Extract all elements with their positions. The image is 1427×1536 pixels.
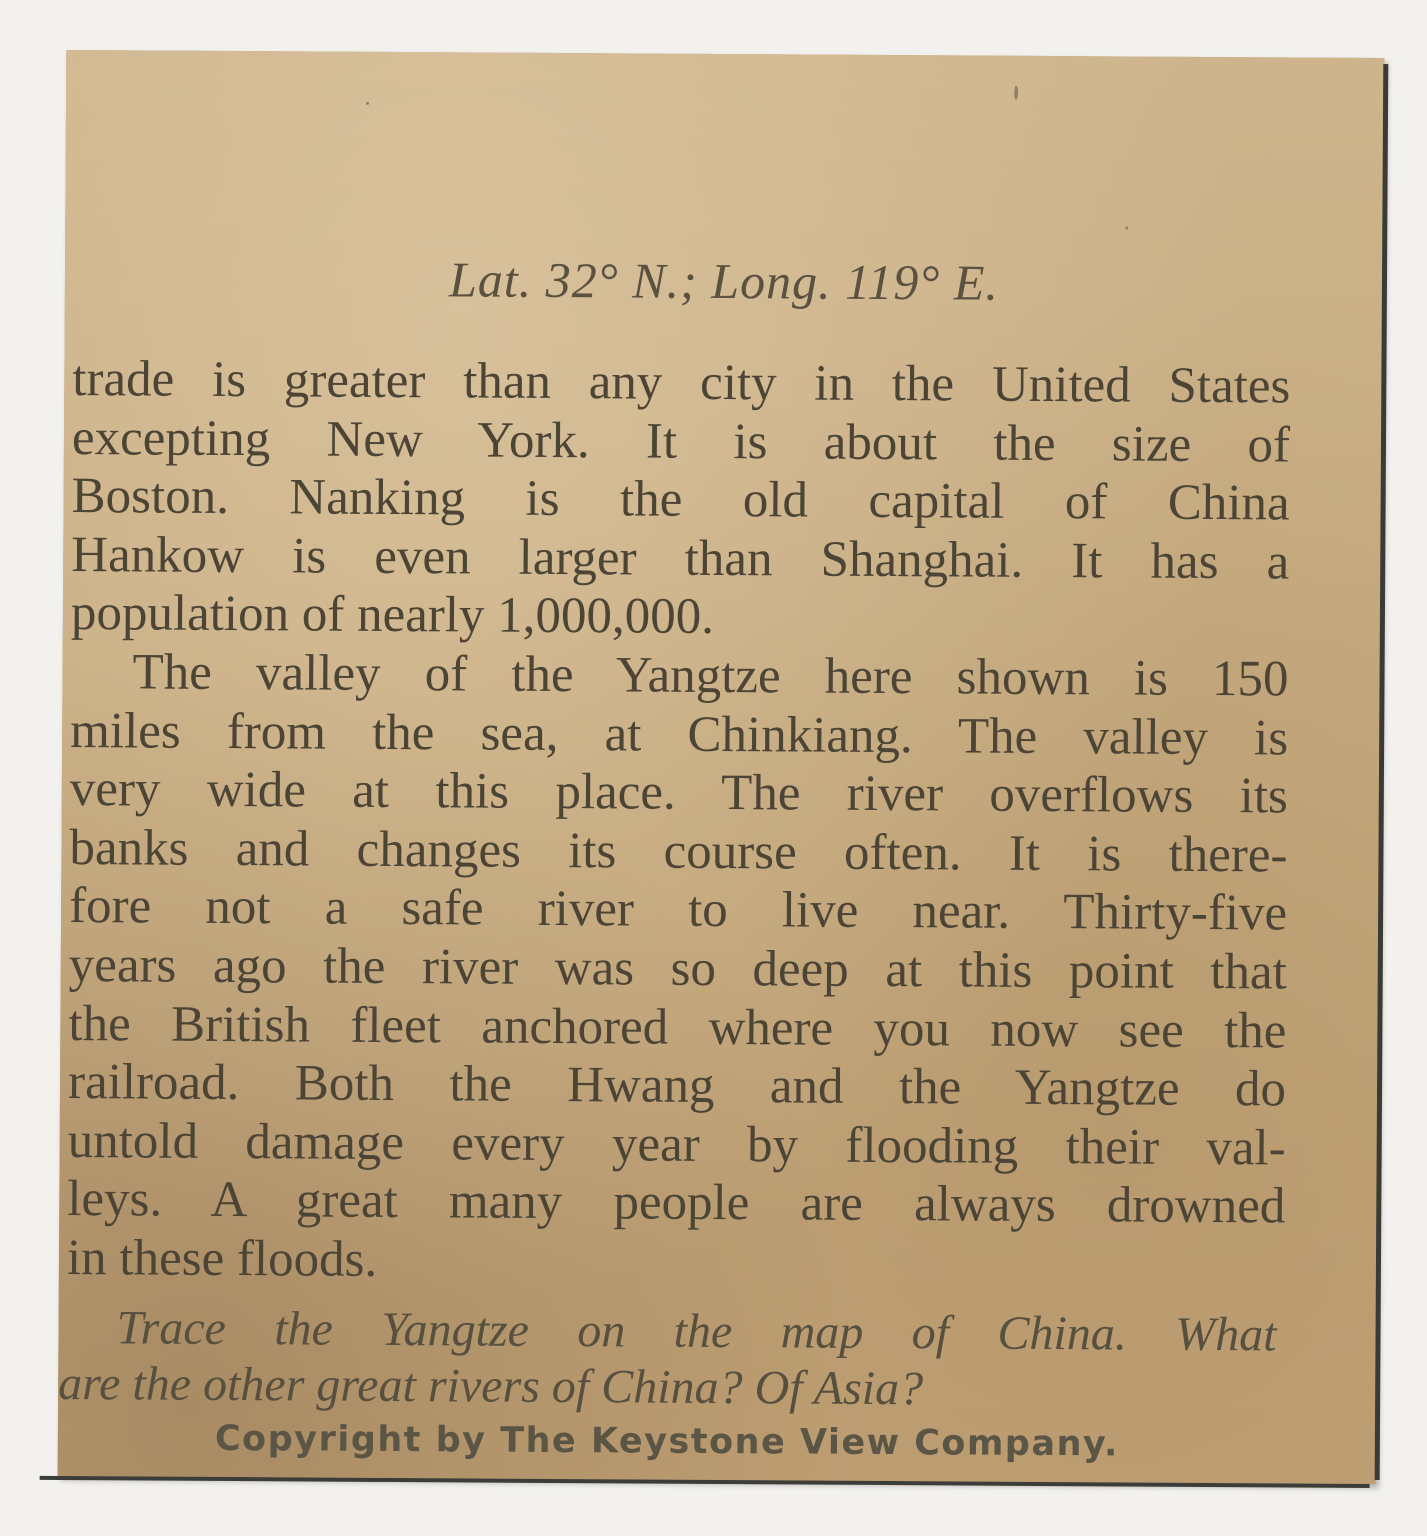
ink-speck xyxy=(1014,86,1018,100)
ink-speck xyxy=(366,102,369,105)
text-line: years ago the river was so deep at this point that xyxy=(68,936,1287,1001)
copyright-notice: Copyright by The Keystone View Company. xyxy=(214,1418,1119,1465)
question-line: are the other great rivers of China? Of Asia? xyxy=(58,1356,924,1416)
text-line: fore not a safe river to live near. Thirty-five xyxy=(68,878,1288,942)
card-dark-edge-bottom xyxy=(40,1476,1370,1488)
text-line: in these floods. xyxy=(66,1229,378,1288)
text-line: leys. A great many people are always drowned xyxy=(67,1171,1286,1235)
study-question xyxy=(58,1300,1277,1419)
text-line: Hankow is even larger than Shanghai. It has a xyxy=(71,526,1290,591)
text-line: banks and changes its course often. It is there- xyxy=(69,819,1288,884)
text-line: population of nearly 1,000,000. xyxy=(70,585,715,646)
text-line: Boston. Nanking is the old capital of China xyxy=(71,468,1290,532)
text-line: untold damage every year by flooding their val- xyxy=(67,1112,1286,1177)
text-line: railroad. Both the Hwang and the Yangtze do xyxy=(67,1054,1287,1118)
coordinates-heading: Lat. 32° N.; Long. 119° E. xyxy=(448,251,1000,311)
text-line: The valley of the Yangtze here shown is 150 xyxy=(132,644,1289,708)
text-line: excepting New York. It is about the size of xyxy=(71,409,1291,474)
stereoview-card-back xyxy=(58,50,1385,1484)
text-line: the British fleet anchored where you now see the xyxy=(68,995,1287,1059)
text-line: very wide at this place. The river overflows its xyxy=(69,761,1289,825)
text-line: miles from the sea, at Chinkiang. The valley is xyxy=(70,702,1289,767)
question-line: Trace the Yangtze on the map of China. What xyxy=(116,1301,1277,1362)
ink-speck xyxy=(1125,226,1128,229)
body-text xyxy=(67,350,1291,1295)
text-line: trade is greater than any city in the United States xyxy=(72,351,1291,415)
